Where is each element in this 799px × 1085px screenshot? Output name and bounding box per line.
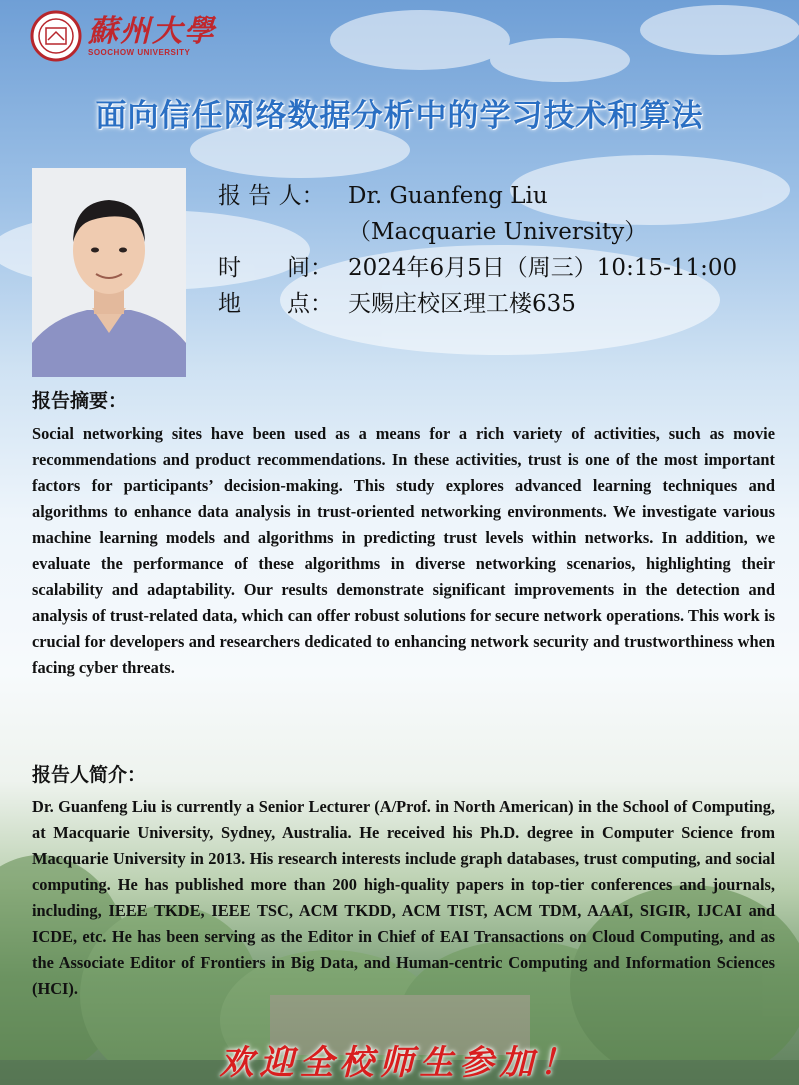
time-label: 时 间： (218, 255, 333, 281)
university-name-en: SOOCHOW UNIVERSITY (88, 47, 191, 57)
welcome-banner: 欢迎全校师生参加！ (219, 1043, 580, 1083)
lecture-info (218, 178, 737, 322)
abstract-text: Social networking sites have been used as a means for a rich variety of activities, such as movie recommendations and product recommendations. In these activities, trust is one of the most important factors for participants’ decision-making. This study explores advanced learning techniques and algorithms to enhance data analysis in trust-oriented networking environments. We investigate various machine learning models and algorithms in predicting trust levels within networks. In addition, we evaluate the performance of these algorithms in diverse networking scenarios, highlighting their scalability and adaptability. Our results demonstrate significant improvements in the detection and analysis of trust-related data, which can offer robust solutions for secure network operations. This work is crucial for developers and researchers dedicated to enhancing network security and trustworthiness when facing cyber threats. (32, 424, 775, 677)
university-name-cn: 蘇州大學 (88, 13, 216, 49)
university-seal-logo (30, 10, 82, 62)
university-header (30, 10, 216, 62)
bio-heading: 报告人简介： (32, 764, 147, 786)
place-label: 地 点： (218, 291, 333, 317)
university-name (88, 13, 216, 57)
speaker-affiliation: （Macquarie University） (348, 219, 648, 245)
time-row (218, 250, 737, 286)
place-row (218, 286, 737, 322)
speaker-name: Dr. Guanfeng Liu (348, 183, 548, 209)
place-value: 天赐庄校区理工楼635 (348, 291, 576, 317)
abstract-heading: 报告摘要： (32, 390, 128, 412)
speaker-photo (32, 168, 186, 377)
lecture-title: 面向信任网络数据分析中的学习技术和算法 (95, 98, 704, 134)
speaker-label: 报 告 人： (218, 183, 325, 209)
time-value: 2024年6月5日（周三）10:15-11:00 (348, 255, 738, 281)
bio-text: Dr. Guanfeng Liu is currently a Senior Lecturer (A/Prof. in North American) in the School of Computing, at Macquarie University, Sydney, Australia. He received his Ph.D. degree in Computer Science from Macquarie University in 2013. His research interests include graph databases, trust computing, and social computing. He has published more than 200 high-quality papers in top-tier conferences and journals, including, IEEE TKDE, IEEE TSC, ACM TKDD, ACM TIST, ACM TDM, AAAI, SIGIR, IJCAI and ICDE, etc. He has been serving as the Editor in Chief of EAI Transactions on Cloud Computing, and as the Associate Editor of Frontiers in Big Data, and Human-centric Computing and Information Sciences (HCI). (32, 797, 775, 998)
speaker-row (218, 178, 737, 214)
